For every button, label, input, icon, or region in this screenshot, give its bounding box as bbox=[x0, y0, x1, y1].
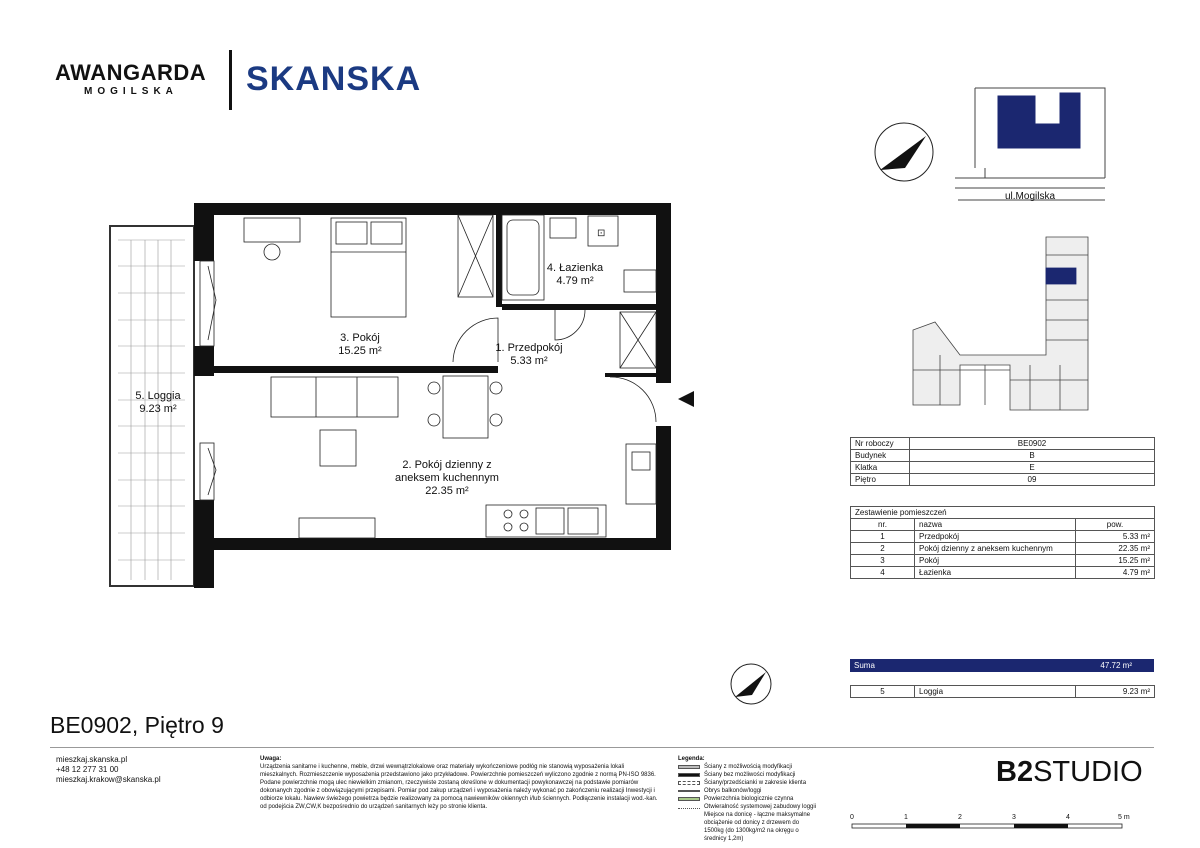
info-label: Nr roboczy bbox=[851, 438, 910, 450]
info-value: BE0902 bbox=[910, 438, 1155, 450]
room-loggia bbox=[118, 390, 198, 416]
info-table bbox=[850, 437, 1155, 486]
summary-header bbox=[851, 519, 1155, 531]
scale-tick: 1 bbox=[904, 814, 908, 821]
room-dzienny bbox=[382, 459, 512, 498]
legend-item: Ściany z możliwością modyfikacji bbox=[678, 763, 818, 771]
contact-website[interactable]: mieszkaj.skanska.pl bbox=[56, 755, 128, 764]
summary-title: Zestawienie pomieszczeń bbox=[851, 507, 1155, 519]
contact-info bbox=[56, 755, 161, 785]
svg-text:⊡: ⊡ bbox=[597, 228, 606, 239]
awangarda-logo: AWANGARDA bbox=[55, 60, 207, 85]
info-value: E bbox=[910, 462, 1155, 474]
scale-labels bbox=[850, 814, 1140, 832]
legend-item: Otwieralność systemowej zabudowy loggii bbox=[678, 803, 818, 811]
street-label: ul.Mogilska bbox=[1005, 191, 1056, 202]
room-lazienka bbox=[535, 262, 615, 288]
footer-divider bbox=[50, 747, 1154, 748]
header-nr: nr. bbox=[851, 519, 915, 531]
room-loggia-area: 9.23 m² bbox=[139, 403, 177, 415]
info-row bbox=[851, 462, 1155, 474]
legend-item: Powierzchnia biologicznie czynna bbox=[678, 795, 818, 803]
entrance-arrow-icon bbox=[678, 391, 694, 407]
loggia-table bbox=[850, 685, 1155, 698]
summary-row: 2 Pokój dzienny z aneksem kuchennym 22.35 m² bbox=[851, 543, 1155, 555]
mogilska-logo-text: MOGILSKA bbox=[84, 86, 178, 97]
suma-value: 47.72 m² bbox=[1100, 661, 1132, 670]
scale-tick: 2 bbox=[958, 814, 962, 821]
contact-email[interactable]: mieszkaj.krakow@skanska.pl bbox=[56, 775, 161, 784]
room-przedpokoj-label: 1. Przedpokój bbox=[495, 342, 563, 354]
info-label: Klatka bbox=[851, 462, 910, 474]
info-row bbox=[851, 474, 1155, 486]
summary-row: 3 Pokój 15.25 m² bbox=[851, 555, 1155, 567]
room-loggia-label: 5. Loggia bbox=[135, 390, 181, 402]
site-plan bbox=[955, 88, 1105, 200]
summary-row: 1 Przedpokój 5.33 m² bbox=[851, 531, 1155, 543]
header-nazwa: nazwa bbox=[915, 519, 1076, 531]
b2studio-logo: B2STUDIO bbox=[996, 756, 1143, 788]
scale-tick: 0 bbox=[850, 814, 854, 821]
loggia-row: 5 Loggia 9.23 m² bbox=[851, 686, 1155, 698]
room-lazienka-area: 4.79 m² bbox=[556, 275, 594, 287]
room-pokoj bbox=[320, 332, 400, 358]
suma-label: Suma bbox=[854, 661, 875, 670]
contact-phone[interactable]: +48 12 277 31 00 bbox=[56, 765, 119, 774]
legend bbox=[678, 755, 818, 843]
info-label: Budynek bbox=[851, 450, 910, 462]
room-dzienny-line1: 2. Pokój dzienny z bbox=[402, 459, 492, 471]
disclaimer bbox=[260, 755, 660, 811]
header-pow: pow. bbox=[1076, 519, 1155, 531]
skanska-logo: SKANSKA bbox=[246, 60, 422, 98]
scale-tick: 4 bbox=[1066, 814, 1070, 821]
info-row bbox=[851, 450, 1155, 462]
info-value: B bbox=[910, 450, 1155, 462]
room-lazienka-label: 4. Łazienka bbox=[546, 262, 604, 274]
rooms-summary-table bbox=[850, 506, 1155, 579]
room-dzienny-line2: aneksem kuchennym bbox=[395, 472, 499, 484]
scale-tick: 3 bbox=[1012, 814, 1016, 821]
room-przedpokoj-area: 5.33 m² bbox=[510, 355, 548, 367]
summary-row: 4 Łazienka 4.79 m² bbox=[851, 567, 1155, 579]
page-title: BE0902, Piętro 9 bbox=[50, 712, 224, 738]
north-compass-icon bbox=[875, 123, 933, 181]
legend-item: Ściany/przedścianki w zakresie klienta bbox=[678, 779, 818, 787]
info-value: 09 bbox=[910, 474, 1155, 486]
room-pokoj-label: 3. Pokój bbox=[340, 332, 380, 344]
disclaimer-heading: Uwaga: bbox=[260, 756, 282, 762]
room-przedpokoj bbox=[484, 342, 574, 368]
info-label: Piętro bbox=[851, 474, 910, 486]
legend-title: Legenda: bbox=[678, 756, 705, 762]
building-key-plan bbox=[913, 237, 1088, 410]
suma-bar bbox=[850, 659, 1154, 672]
legend-item: Miejsce na donicę - łączne maksymalne obciążenie od donicy z drzewem do 1500kg (do 1300kg/m2 na okręgu o średnicy 1,2m) bbox=[704, 812, 811, 842]
north-compass-small-icon bbox=[731, 664, 771, 704]
legend-item: Ściany bez możliwości modyfikacji bbox=[678, 771, 818, 779]
room-dzienny-area: 22.35 m² bbox=[425, 485, 469, 497]
north-label: N bbox=[879, 154, 891, 165]
walls bbox=[194, 203, 671, 588]
info-row bbox=[851, 438, 1155, 450]
scale-tick: 5 m bbox=[1118, 814, 1130, 821]
room-pokoj-area: 15.25 m² bbox=[338, 345, 382, 357]
legend-item: Obrys balkonów/loggi bbox=[678, 787, 818, 795]
disclaimer-text: Urządzenia sanitarne i kuchenne, meble, drzwi wewnątrzlokalowe oraz materiały wykończeniowe podłóg nie stanowią wyposażenia lokali mieszkalnych. Rozmieszczenie wyposażenia przedstawiono jako przykładowe. Powierzchnie pomieszczeń wyliczono zgodnie z normą PN-ISO 9836. Podane powierzchnie mogą ulec niewielkim zmianom, rzeczywiste zostaną określone w dokumentacji powykonawczej na podstawie pomiarów dokonanych zgodnie z obowiązującymi przepisami. Pomiar pod zakup urządzeń i wyposażenia należy wykonać po zakończeniu realizacji Inwestycji i odbiorze lokalu. Nawiew świeżego powietrza będzie realizowany za pomocą nawiewników okiennych i/lub ściennych. Podłączenie instalacji wod.-kan. od podejścia ZW,CW,K bezpośrednio do urządzeń sanitarnych leży po stronie klienta. bbox=[260, 764, 658, 810]
